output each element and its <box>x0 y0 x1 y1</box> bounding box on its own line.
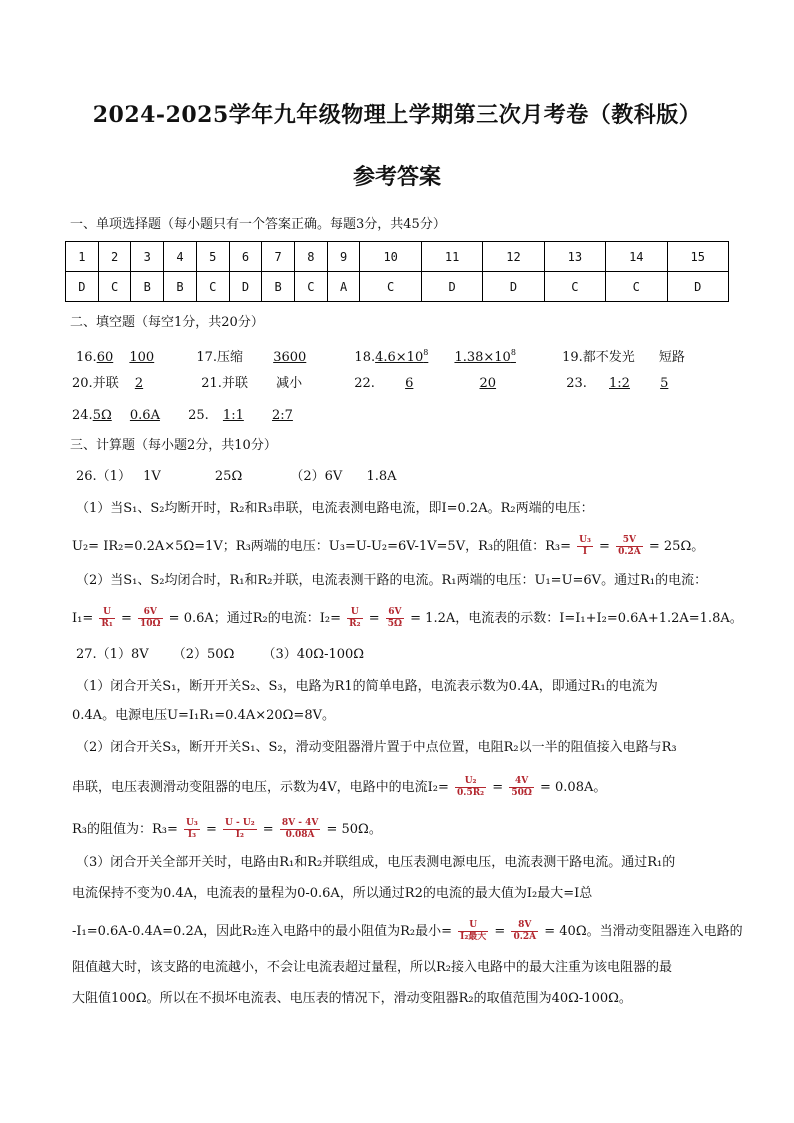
q23-answer-1: 1:2 <box>609 376 630 391</box>
question-number-cell: 12 <box>483 242 544 272</box>
q27-para-6: （3）闭合开关全部开关时，电路由R₁和R₂并联组成，电压表测电源电压，电流表测干路电流。通过R₁的 <box>76 855 676 870</box>
question-number-cell: 10 <box>360 242 421 272</box>
q27-ans-2: （2）50Ω <box>172 647 235 662</box>
q23-answer-2: 5 <box>660 376 669 391</box>
q27-para-8: -I₁=0.6A-0.4A=0.2A，因此R₂连入电路中的最小阻值为R₂最小= $\frac{U}{\text{I₂最大}}$ = $\frac{8V}{0.2A}$ = 40Ω。当滑动变阻器连入电路的 <box>72 920 743 942</box>
answer-cell: D <box>483 272 544 302</box>
question-number-cell: 4 <box>164 242 197 272</box>
q24-answer-2: 0.6A <box>129 408 160 423</box>
answer-table <box>65 241 729 302</box>
question-number-cell: 13 <box>544 242 605 272</box>
q27-para-2: 0.4A。电源电压U=I₁R₁=0.4A×20Ω=8V。 <box>72 708 335 723</box>
answer-table-number-row <box>66 242 729 272</box>
q24-answer-1: 5Ω <box>92 408 112 423</box>
q25-label: 25. <box>188 408 209 423</box>
answer-cell: C <box>606 272 667 302</box>
fraction: $\frac{\text{U₂}}{\text{0.5R₂}}$ <box>457 776 485 798</box>
question-number-cell: 7 <box>262 242 295 272</box>
fill-line-3 <box>72 406 293 426</box>
q18-answer-2: $1.38\times 10^8$ <box>454 348 516 365</box>
q22-answer-1: 6 <box>405 376 414 391</box>
q27-para-9: 阻值越大时，该支路的电流越小，不会让电流表超过量程，所以R₂接入电路中的最大注重为该电阻器的最 <box>72 960 673 975</box>
q26-para-3: （2）当S₁、S₂均闭合时，R₁和R₂并联，电流表测干路的电流。R₁两端的电压：U₁=U=6V。通过R₁的电流： <box>76 573 708 588</box>
question-number-cell: 2 <box>98 242 131 272</box>
answer-cell: C <box>360 272 421 302</box>
q26-answer-line <box>76 467 397 487</box>
q22-answer-2: 20 <box>479 376 497 391</box>
answer-cell: D <box>421 272 482 302</box>
q26-para-4: I₁= $\frac{U}{\text{R₁}}$ = $\frac{6V}{10\Omega}$ = 0.6A；通过R₂的电流：I₂= $\frac{U}{\text{R₂}}$ = $\frac{6V}{5\Omega}$ = 1.2A，电流表的示数：I=I₁+I₂=0.6A+1.2A=1.8A。 <box>72 607 743 629</box>
q16-answer-1: 60 <box>96 350 114 365</box>
answer-cell: D <box>667 272 729 302</box>
section2-heading: 二、填空题（每空1分，共20分） <box>70 315 264 330</box>
q27-para-5: R₃的阻值为：R₃= $\frac{\text{U₃}}{\text{I₃}}$ = $\frac{\text{U - U₂}}{\text{I₂}}$ = $\frac{8V - 4V}{0.08A}$ = 50Ω。 <box>72 818 382 840</box>
answer-cell: C <box>98 272 131 302</box>
q27-ans-3: （3）40Ω-100Ω <box>262 647 365 662</box>
page-subtitle: 参考答案 <box>352 164 441 190</box>
answer-cell: D <box>66 272 99 302</box>
q26-ans-4: 1.8A <box>366 469 397 484</box>
fraction: $\frac{U}{\text{R₁}}$ <box>101 607 113 629</box>
q21-label: 21. <box>201 376 222 391</box>
fraction: $\frac{U}{\text{I₂最大}}$ <box>460 920 487 942</box>
fraction: $\frac{\text{U₃}}{I}$ <box>579 535 591 557</box>
answer-cell: C <box>544 272 605 302</box>
q27-ans-1: 27.（1）8V <box>76 647 149 662</box>
question-number-cell: 14 <box>606 242 667 272</box>
fraction: $\frac{4V}{50\Omega}$ <box>511 776 532 798</box>
q26-label: 26.（1） <box>76 469 131 484</box>
q16-label: 16. <box>76 350 97 365</box>
q20-label: 20. <box>72 376 93 391</box>
section1-heading: 一、单项选择题（每小题只有一个答案正确。每题3分，共45分） <box>70 217 446 232</box>
q27-answer-line <box>76 645 364 665</box>
q19-answer-2: 短路 <box>658 350 685 365</box>
q16-answer-2: 100 <box>129 350 155 365</box>
q17-answer-2: 3600 <box>273 350 307 365</box>
fraction: $\frac{6V}{5\Omega}$ <box>387 607 403 629</box>
q22-label: 22. <box>354 376 375 391</box>
question-number-cell: 8 <box>295 242 328 272</box>
fraction: $\frac{6V}{10\Omega}$ <box>139 607 161 629</box>
q21-answer-2: 减小 <box>276 376 303 391</box>
answer-cell: A <box>327 272 360 302</box>
q26-para-2: U₂= IR₂=0.2A×5Ω=1V；R₃两端的电压：U₃=U-U₂=6V-1V=5V，R₃的阻值：R₃= $\frac{\text{U₃}}{I}$ = $\frac{5V}{0.2A}$ = 25Ω。 <box>72 535 705 557</box>
q18-answer-1: $4.6\times 10^8$ <box>375 348 429 365</box>
question-number-cell: 1 <box>66 242 99 272</box>
answer-cell: C <box>295 272 328 302</box>
q20-answer-2: 2 <box>134 376 144 391</box>
answer-cell: B <box>262 272 295 302</box>
q25-answer-2: 2:7 <box>271 408 293 423</box>
answer-cell: B <box>131 272 164 302</box>
q21-answer-1: 并联 <box>221 376 248 391</box>
q17-label: 17. <box>196 350 218 365</box>
q24-label: 24. <box>72 408 93 423</box>
fraction: $\frac{\text{U - U₂}}{\text{I₂}}$ <box>225 818 255 840</box>
answer-table-answer-row <box>66 272 729 302</box>
question-number-cell: 6 <box>229 242 262 272</box>
question-number-cell: 11 <box>421 242 482 272</box>
q23-label: 23. <box>566 376 587 391</box>
q27-para-7: 电流保持不变为0.4A，电流表的量程为0-0.6A，所以通过R2的电流的最大值为I₂最大=I总 <box>72 886 593 901</box>
fraction: $\frac{\text{U₃}}{\text{I₃}}$ <box>186 818 198 840</box>
fill-line-2 <box>72 374 668 394</box>
q25-answer-1: 1:1 <box>222 408 244 423</box>
section3-heading: 三、计算题（每小题2分，共10分） <box>70 438 277 453</box>
fraction: $\frac{8V - 4V}{0.08A}$ <box>281 818 319 840</box>
fraction: $\frac{8V}{0.2A}$ <box>513 920 537 942</box>
q19-label: 19. <box>562 350 583 365</box>
q26-para-1: （1）当S₁、S₂均断开时，R₂和R₃串联，电流表测电路电流，即I=0.2A。R₂两端的电压： <box>76 501 594 516</box>
question-number-cell: 9 <box>327 242 360 272</box>
q17-answer-1: 压缩 <box>217 350 244 365</box>
q27-para-1: （1）闭合开关S₁，断开开关S₂、S₃，电路为R1的简单电路，电流表示数为0.4A，即通过R₁的电流为 <box>76 679 658 694</box>
q19-answer-1: 都不发光 <box>582 350 635 365</box>
q26-ans-2: 25Ω <box>214 469 243 484</box>
fraction: $\frac{U}{\text{R₂}}$ <box>349 607 361 629</box>
fill-line-1 <box>76 343 685 368</box>
fraction: $\frac{5V}{0.2A}$ <box>618 535 641 557</box>
q26-ans-3: （2）6V <box>290 469 343 484</box>
answer-cell: B <box>164 272 197 302</box>
q26-ans-1: 1V <box>143 469 161 484</box>
answer-cell: C <box>196 272 229 302</box>
question-number-cell: 15 <box>667 242 729 272</box>
question-number-cell: 5 <box>196 242 229 272</box>
answer-cell: D <box>229 272 262 302</box>
q27-para-4: 串联，电压表测滑动变阻器的电压，示数为4V，电路中的电流I₂= $\frac{\text{U₂}}{\text{0.5R₂}}$ = $\frac{4V}{50\Omega}$ = 0.08A。 <box>72 776 607 798</box>
q27-para-3: （2）闭合开关S₃，断开开关S₁、S₂，滑动变阻器滑片置于中点位置，电阻R₂以一半的阻值接入电路与R₃ <box>76 740 677 755</box>
question-number-cell: 3 <box>131 242 164 272</box>
q18-label: 18. <box>354 350 376 365</box>
page-title: 2024-2025学年九年级物理上学期第三次月考卷（教科版） <box>92 102 702 128</box>
q27-para-10: 大阻值100Ω。所以在不损坏电流表、电压表的情况下，滑动变阻器R₂的取值范围为40Ω-100Ω。 <box>72 991 632 1006</box>
q20-answer-1: 并联 <box>92 376 119 391</box>
